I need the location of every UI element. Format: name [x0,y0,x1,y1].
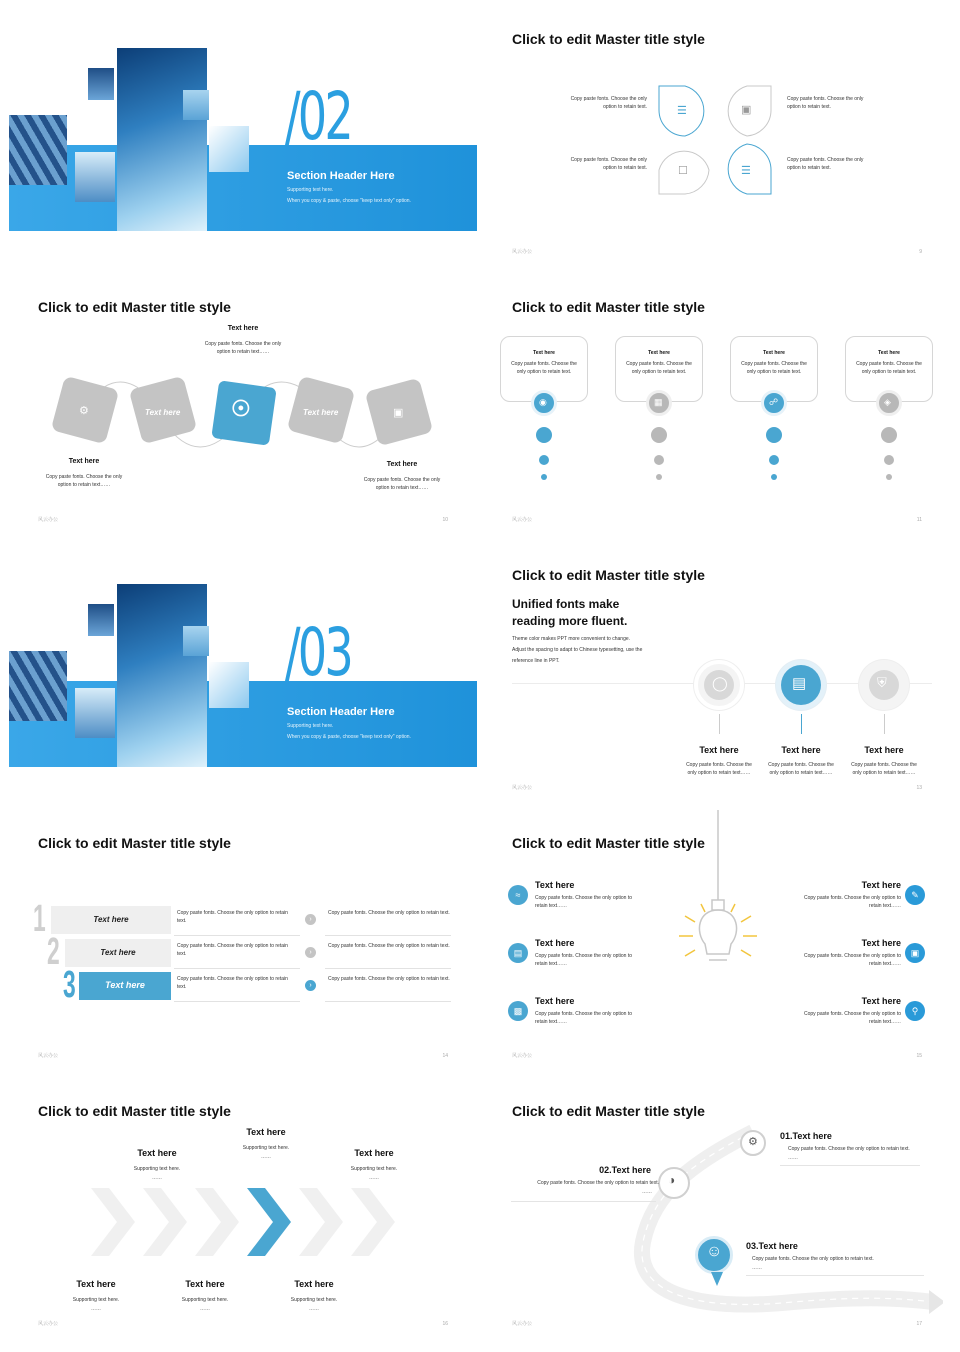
row-line [325,935,451,936]
footer-label: 风云办公 [512,249,533,255]
gears-icon: ⚙ [79,405,89,417]
item-2-text: Copy paste fonts. Choose the only option to retain text…… [768,762,834,776]
row-label: Text here [93,915,129,924]
top-1-text: Supporting text here. [133,1166,181,1172]
add-user-icon: ☺ [706,1243,723,1260]
building-photo-small1 [88,68,114,100]
section-sub2: When you copy & paste, choose "keep text only" option. [287,198,411,204]
text-top-left: Copy paste fonts. Choose the only option to retain text. [570,96,647,110]
chevron-right-icon: › [305,980,316,991]
building-photo-small4 [75,152,115,202]
tile-2-label: Text here [145,408,181,417]
page-number: 13 [916,785,922,791]
section-sub2: When you copy & paste, choose "keep text only" option. [287,734,411,740]
row-number: 3 [63,964,76,1006]
top-3-text: Supporting text here. [350,1166,398,1172]
dot [769,455,779,465]
lightbulb-icon [673,810,763,970]
right-item-1-text: Copy paste fonts. Choose the only option to retain text…… [803,895,901,909]
building-photo-left [9,651,67,721]
bottom-2-dots: …… [200,1306,210,1312]
arrow-line [719,714,720,734]
slide-numbered-rows[interactable] [9,804,477,1067]
layers-icon: ☰ [677,105,687,117]
chat-icon: ▣ [393,407,404,419]
dot [766,427,782,443]
dot [536,427,552,443]
right-item-1-heading: Text here [861,880,901,890]
globe-icon: ◯ [712,675,728,691]
top-text: Copy paste fonts. Choose the only option to retain text…… [204,341,282,355]
heading-line1: Unified fonts make [512,597,620,611]
point-3-line [746,1275,924,1276]
heading-line2: reading more fluent. [512,614,628,628]
slide-section-02[interactable] [9,0,477,263]
top-2-heading: Text here [246,1127,286,1137]
road-path [633,1122,943,1332]
dot [651,427,667,443]
left-item-icon [508,943,528,963]
text-bottom-right: Copy paste fonts. Choose the only option to retain text. [787,157,864,171]
point-3-dots: …… [752,1265,762,1271]
card-2-heading: Text here [648,350,670,356]
card-2-text: Copy paste fonts. Choose the only option to retain text. [626,361,692,375]
section-sub1: Supporting text here. [287,723,334,729]
building-photo-small4 [75,688,115,738]
box-icon: ▣ [910,948,920,958]
left-item-3-heading: Text here [535,996,575,1006]
calendar-icon: ▦ [654,397,663,407]
slide-title: Click to edit Master title style [38,299,231,315]
building-photo-left [9,115,67,185]
footer-label: 风云办公 [512,1053,533,1059]
footer-label: 风云办公 [38,1321,59,1327]
section-number: /02 [285,78,351,155]
page-number: 9 [919,249,922,255]
page-number: 10 [442,517,448,523]
bottom-1-dots: …… [91,1306,101,1312]
globe-icon: ◈ [884,397,891,407]
slide-title: Click to edit Master title style [512,31,705,47]
dot [654,455,664,465]
arrow-line [801,714,802,734]
arrow-line [884,714,885,734]
point-2-dots: …… [642,1189,652,1195]
point-2-line [511,1201,656,1202]
top-1-dots: …… [152,1175,162,1181]
lightbulb-icon: ◑ [668,1173,676,1187]
item-2-heading: Text here [781,745,821,755]
point-2-text: Copy paste fonts. Choose the only option to retain text. [537,1180,659,1186]
bottom-3-dots: …… [309,1306,319,1312]
footer-label: 风云办公 [38,1053,59,1059]
page-number: 17 [916,1321,922,1327]
left-text: Copy paste fonts. Choose the only option to retain text…… [45,474,123,488]
petal-diagram [657,84,775,196]
tile-4-label: Text here [303,408,339,417]
row-right-text: Copy paste fonts. Choose the only option to retain text. [328,910,450,916]
row-label: Text here [105,980,145,990]
left-item-2-text: Copy paste fonts. Choose the only option to retain text…… [535,953,633,967]
card-1-heading: Text here [533,350,555,356]
row-line [174,968,300,969]
slide-chevrons[interactable] [9,1072,477,1335]
item-3-heading: Text here [864,745,904,755]
top-3-dots: …… [369,1175,379,1181]
top-2-text: Supporting text here. [242,1145,290,1151]
dot [886,474,892,480]
clipboard-icon: ▤ [513,948,523,958]
slide-title: Click to edit Master title style [38,835,231,851]
building-photo-small2 [183,626,209,656]
right-item-3-heading: Text here [861,996,901,1006]
row-line [174,1001,300,1002]
point-1-line [780,1165,920,1166]
left-item-3-text: Copy paste fonts. Choose the only option to retain text…… [535,1011,633,1025]
footer-label: 风云办公 [38,517,59,523]
point-3-heading: 03.Text here [746,1241,798,1251]
building-photo-small3 [209,662,249,708]
card-4-text: Copy paste fonts. Choose the only option to retain text. [856,361,922,375]
left-item-icon [508,885,528,905]
body-line3: reference line in PPT. [512,658,560,664]
item-1-text: Copy paste fonts. Choose the only option to retain text…… [686,762,752,776]
slide-title: Click to edit Master title style [512,1103,705,1119]
bottom-1-text: Supporting text here. [72,1297,120,1303]
right-item-3-text: Copy paste fonts. Choose the only option to retain text…… [803,1011,901,1025]
bottom-1-heading: Text here [76,1279,116,1289]
dollar-click-icon: ☉ [231,396,251,421]
shield-icon: ⛨ [877,675,887,690]
slide-cards-dots[interactable] [483,268,951,531]
left-item-1-text: Copy paste fonts. Choose the only option to retain text…… [535,895,633,909]
text-top-right: Copy paste fonts. Choose the only option to retain text. [787,96,864,110]
right-text: Copy paste fonts. Choose the only option to retain text…… [363,477,441,491]
row-left-text: Copy paste fonts. Choose the only option to retain text. [177,976,288,990]
page-number: 11 [916,517,922,523]
item-1-heading: Text here [699,745,739,755]
chevron-right-icon: › [305,947,316,958]
right-item-2-text: Copy paste fonts. Choose the only option to retain text…… [803,953,901,967]
card-1-text: Copy paste fonts. Choose the only option to retain text. [511,361,577,375]
footer-label: 风云办公 [512,517,533,523]
right-heading: Text here [386,461,418,468]
chevron-right-icon: › [305,914,316,925]
compass-icon: ◉ [539,397,547,407]
building-photo-large [117,48,207,231]
row-left-text: Copy paste fonts. Choose the only option to retain text. [177,943,288,957]
wifi-icon: ≈ [515,890,521,900]
top-2-dots: …… [261,1154,271,1160]
layers-icon: ☰ [741,165,751,177]
bar-chart-icon: ▩ [513,1006,523,1016]
slide-unified-fonts[interactable] [483,536,951,799]
point-1-dots: …… [788,1155,798,1161]
top-heading: Text here [227,325,259,332]
gear-icon: ⚙ [748,1136,758,1148]
bottom-2-text: Supporting text here. [181,1297,229,1303]
page-number: 15 [916,1053,922,1059]
dot [881,427,897,443]
pencil-icon: ✎ [911,890,919,900]
right-item-icon [905,943,925,963]
left-item-2-heading: Text here [535,938,575,948]
row-line [325,1001,451,1002]
section-header: Section Header Here [287,706,395,718]
item-3-text: Copy paste fonts. Choose the only option to retain text…… [851,762,917,776]
dot [884,455,894,465]
growth-chart-icon: ▤ [792,675,807,692]
row-label: Text here [100,948,136,957]
card-3-heading: Text here [763,350,785,356]
body-line1: Theme color makes PPT more convenient to change. [512,636,631,642]
row-number: 1 [33,898,46,940]
unlock-icon: ☐ [678,165,688,177]
row-right-text: Copy paste fonts. Choose the only option to retain text. [328,976,450,982]
point-1-heading: 01.Text here [780,1131,832,1141]
point-1-text: Copy paste fonts. Choose the only option to retain text. [788,1146,910,1152]
chat-icon: ▣ [741,104,752,116]
building-photo-small1 [88,604,114,636]
row-right-text: Copy paste fonts. Choose the only option to retain text. [328,943,450,949]
slide-title: Click to edit Master title style [512,567,705,583]
right-item-2-heading: Text here [861,938,901,948]
bottom-2-heading: Text here [185,1279,225,1289]
building-photo-small2 [183,90,209,120]
point-2-heading: 02.Text here [599,1165,651,1175]
page-number: 16 [442,1321,448,1327]
row-left-text: Copy paste fonts. Choose the only option to retain text. [177,910,288,924]
row-number: 2 [47,931,60,973]
footer-label: 风云办公 [512,785,533,791]
bottom-3-heading: Text here [294,1279,334,1289]
page-number: 14 [442,1053,448,1059]
section-sub1: Supporting text here. [287,187,334,193]
slide-title: Click to edit Master title style [512,835,705,851]
card-4-heading: Text here [878,350,900,356]
text-bottom-left: Copy paste fonts. Choose the only option to retain text. [570,157,647,171]
chevron-row [87,1184,407,1260]
card-3-text: Copy paste fonts. Choose the only option to retain text. [741,361,807,375]
section-header: Section Header Here [287,170,395,182]
slide-lightbulb[interactable] [483,804,951,1067]
slide-icon-grid[interactable] [483,0,951,263]
top-3-heading: Text here [354,1148,394,1158]
footer-label: 风云办公 [512,1321,533,1327]
point-3-text: Copy paste fonts. Choose the only option to retain text. [752,1256,874,1262]
slide-road-pins[interactable] [483,1072,951,1335]
bottom-3-text: Supporting text here. [290,1297,338,1303]
left-heading: Text here [68,458,100,465]
dot [771,474,777,480]
slide-title: Click to edit Master title style [512,299,705,315]
section-number: /03 [285,614,351,691]
row-line [325,968,451,969]
right-item-icon [905,885,925,905]
slide-tiles[interactable] [9,268,477,531]
left-item-1-heading: Text here [535,880,575,890]
slide-section-03[interactable] [9,536,477,799]
pin-3-tail [711,1272,723,1286]
dot [539,455,549,465]
slide-title: Click to edit Master title style [38,1103,231,1119]
right-item-icon [905,1001,925,1021]
building-photo-large [117,584,207,767]
building-photo-small3 [209,126,249,172]
top-1-heading: Text here [137,1148,177,1158]
row-line [174,935,300,936]
search-icon: ⚲ [911,1006,919,1016]
dot [656,474,662,480]
left-item-icon [508,1001,528,1021]
dot [541,474,547,480]
cart-icon: ☍ [769,397,779,407]
body-line2: Adjust the spacing to adapt to Chinese typesetting, use the [512,647,643,653]
